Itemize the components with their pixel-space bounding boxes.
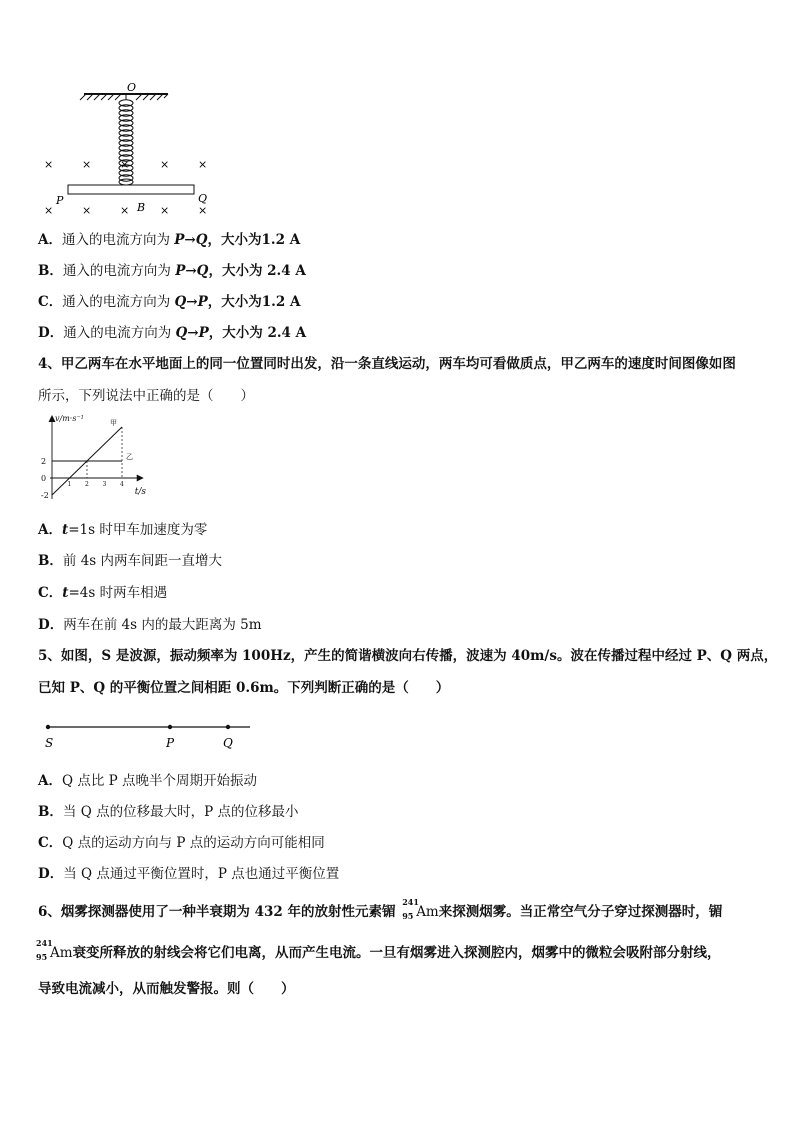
- point-p: [168, 725, 172, 729]
- option-letter: B．: [38, 263, 63, 279]
- x-tick-label: 2: [85, 481, 89, 488]
- option-text: ，大小为 2.4 A: [208, 325, 307, 341]
- current-direction: Q→P: [174, 294, 208, 310]
- mass-number: 241: [36, 938, 53, 948]
- option-text: Q 点的运动方向与 P 点的运动方向可能相同: [62, 835, 325, 851]
- option-text: 通入的电流方向为: [63, 325, 176, 341]
- field-mark: ×: [120, 158, 130, 171]
- series-label: 乙: [126, 453, 133, 461]
- q4-option-b: [38, 549, 222, 569]
- option-text: ，大小为1.2 A: [207, 294, 301, 310]
- q3-option-d: [38, 321, 306, 341]
- q6-stem-line1: [38, 897, 723, 921]
- label-s: S: [45, 736, 54, 750]
- metal-rod: [68, 185, 194, 194]
- q5-option-d: [38, 862, 339, 882]
- option-letter: D．: [38, 617, 64, 633]
- option-text: 当 Q 点的位移最大时，P 点的位移最小: [62, 804, 299, 820]
- option-text: 两车在前 4s 内的最大距离为 5m: [63, 617, 262, 633]
- label-p: P: [166, 736, 175, 750]
- time-variable: t: [61, 522, 69, 538]
- point-s: [46, 725, 50, 729]
- ceiling-label: O: [127, 81, 137, 94]
- option-letter: C．: [38, 294, 63, 310]
- rod-left-label: P: [56, 194, 64, 207]
- nuclide-symbol: [34, 938, 53, 962]
- option-letter: D．: [38, 325, 64, 341]
- x-tick-label: 3: [102, 481, 107, 488]
- q4-stem-line1: 4、甲乙两车在水平地面上的同一位置同时出发，沿一条直线运动，两车均可看做质点，甲乙两车的速度时间图像如图: [38, 356, 736, 372]
- q5-stem-line1: 5、如图，S 是波源，振动频率为 100Hz，产生的简谐横波向右传播，波速为 40m/s。波在传播过程中经过 P、Q 两点，: [38, 648, 778, 664]
- label-q: Q: [223, 736, 233, 750]
- q3-option-a: [38, 228, 300, 248]
- field-mark: ×: [198, 158, 208, 171]
- current-direction: Q→P: [175, 325, 209, 341]
- option-letter: C．: [38, 835, 63, 851]
- option-text: Q 点比 P 点晚半个周期开始振动: [61, 773, 258, 789]
- q6-stem-line2: [36, 938, 721, 962]
- q6-text: 来探测烟雾。当正常空气分子穿过探测器时，镅: [438, 904, 723, 920]
- q5-stem-line2: 已知 P、Q 的平衡位置之间相距 0.6m。下列判断正确的是（ ）: [38, 680, 450, 696]
- spring-rod-figure: [38, 78, 238, 218]
- q3-option-c: [38, 290, 300, 310]
- q4-stem-line2: 所示，下列说法中正确的是（ ）: [38, 388, 254, 404]
- current-direction: P→Q: [174, 232, 208, 248]
- option-text: ，大小为 2.4 A: [208, 263, 306, 279]
- option-letter: A．: [38, 773, 62, 789]
- x-tick-label: 1: [67, 481, 72, 488]
- option-text: =1s 时甲车加速度为零: [68, 522, 208, 538]
- option-letter: A．: [38, 232, 62, 248]
- field-mark: ×: [198, 204, 208, 217]
- y-tick-label: 0: [41, 474, 47, 483]
- field-mark: ×: [44, 158, 54, 171]
- option-letter: B．: [38, 553, 63, 569]
- option-letter: B．: [38, 804, 63, 820]
- point-q: [226, 725, 230, 729]
- series-label: 甲: [110, 419, 117, 427]
- field-mark: ×: [120, 204, 130, 217]
- q4-option-d: [38, 613, 262, 633]
- option-letter: C．: [38, 585, 63, 601]
- x-axis-label: t/s: [134, 487, 147, 497]
- y-axis-label: v/m·s⁻¹: [55, 414, 84, 423]
- q6-stem-line3: 导致电流减小，从而触发警报。则（ ）: [38, 981, 295, 997]
- element-symbol: Am: [416, 904, 439, 920]
- mass-number: 241: [402, 897, 419, 907]
- q5-option-a: [38, 769, 257, 789]
- option-letter: A．: [38, 522, 62, 538]
- atomic-number: 95: [36, 952, 48, 962]
- q5-option-b: [38, 800, 298, 820]
- element-symbol: Am: [50, 945, 73, 961]
- option-letter: D．: [38, 866, 64, 882]
- rod-right-label: Q: [198, 192, 208, 205]
- atomic-number: 95: [402, 911, 414, 921]
- option-text: ，大小为1.2 A: [207, 232, 301, 248]
- q4-option-a: [38, 518, 207, 538]
- x-axis-arrow: [137, 475, 143, 481]
- field-mark: ×: [160, 204, 170, 217]
- field-mark: ×: [82, 158, 92, 171]
- option-text: 通入的电流方向为: [62, 263, 176, 279]
- field-mark: ×: [44, 204, 54, 217]
- wave-points-figure: [38, 716, 268, 752]
- option-text: 前 4s 内两车间距一直增大: [62, 553, 223, 569]
- y-tick-label: 2: [41, 457, 47, 466]
- q6-text: 6、烟雾探测器使用了一种半衰期为 432 年的放射性元素镅: [38, 904, 396, 920]
- field-label: B: [137, 201, 146, 214]
- x-tick-label: 4: [120, 481, 124, 488]
- q3-option-b: [38, 259, 306, 279]
- option-text: 通入的电流方向为: [61, 232, 175, 248]
- field-mark: ×: [82, 204, 92, 217]
- velocity-time-chart: [38, 412, 168, 504]
- current-direction: P→Q: [175, 263, 209, 279]
- q5-option-c: [38, 831, 325, 851]
- option-text: 当 Q 点通过平衡位置时，P 点也通过平衡位置: [63, 866, 340, 882]
- field-mark: ×: [160, 158, 170, 171]
- time-variable: t: [62, 585, 69, 601]
- option-text: =4s 时两车相遇: [68, 585, 168, 601]
- q6-text: 衰变所释放的射线会将它们电离，从而产生电流。一旦有烟雾进入探测腔内，烟雾中的微粒会吸附部分射线，: [72, 945, 721, 961]
- nuclide-symbol: [400, 897, 419, 921]
- q4-option-c: [38, 581, 167, 601]
- option-text: 通入的电流方向为: [62, 294, 175, 310]
- y-tick-label: -2: [41, 491, 49, 500]
